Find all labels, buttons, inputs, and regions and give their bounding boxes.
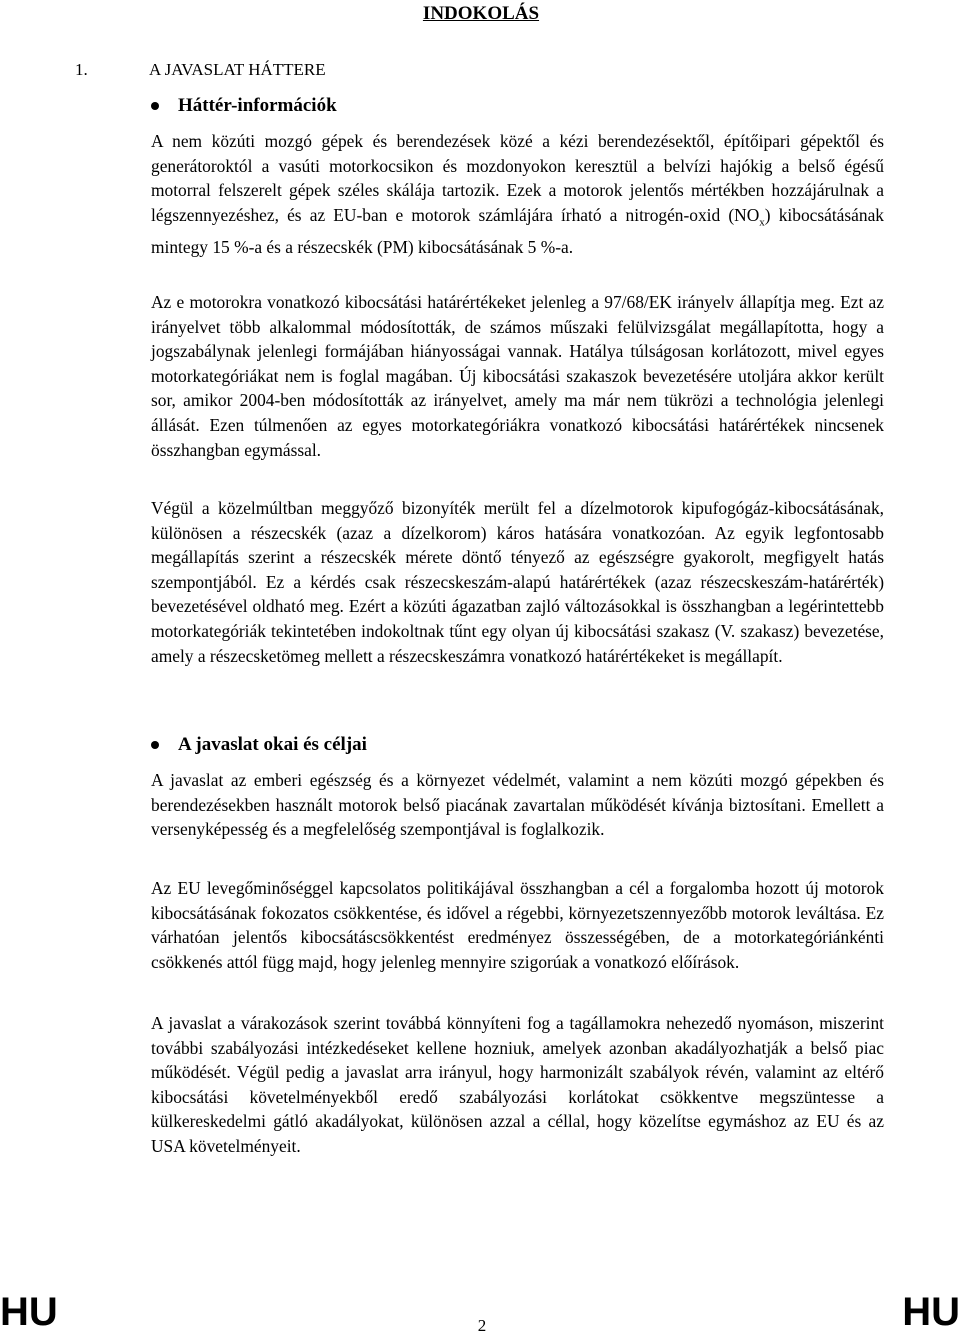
bullet-heading-goals — [154, 734, 367, 756]
page-title — [0, 3, 960, 25]
footer-language-left: HU — [0, 1290, 58, 1334]
paragraph-goals: A javaslat az emberi egészség és a környezet védelmét, valamint a nem közúti mozgó gépekben és berendezésekben használt motorok belső piacának zavartalan működését kívánja biztosítani. Emellett a versenyképesség és a megfelelőség szempontjával is foglalkozik. — [151, 770, 884, 840]
section-title-first: A — [149, 60, 161, 79]
section-title-rest: JAVASLAT HÁTTERE — [164, 60, 326, 79]
bullet-heading-label: A javaslat okai és céljai — [178, 734, 367, 755]
section-heading — [75, 60, 326, 80]
nox-subscript: x — [759, 216, 765, 229]
section-number: 1. — [75, 60, 88, 79]
paragraph-air-quality: Az EU levegőminőséggel kapcsolatos politikájával összhangban a cél a forgalomba hozott új motorok kibocsátásának fokozatos csökkentése, és idővel a régebbi, környezetszennyezőbb motorok leváltása. Ez várhatóan jelentős kibocsátáscsökkentést eredményez összességében, de a motorkategóriánkénti csökkenés attól függ majd, hogy jelenleg mennyire szigorúak a vonatkozó előírások. — [151, 878, 884, 972]
page-title-text: INDOKOLÁS — [422, 3, 540, 24]
paragraph-background-text-end: ) kibocsátásának mintegy 15 %-a és a részecskék (PM) kibocsátásának 5 %-a. — [151, 204, 884, 257]
paragraph-background — [151, 129, 884, 259]
paragraph-directive: Az e motorokra vonatkozó kibocsátási határértékeket jelenleg a 97/68/EK irányelv állapítja meg. Ezt az irányelvet több alkalommal módosították, de számos műszaki felülvizsgálat megállapította, hogy a jogszabálynak jelenlegi formájában hiányosságai vannak. Hatálya túlságosan korlátozott, mivel egyes motorkategóriákat nem is foglal magában. Új kibocsátási szakaszok bevezetésére utoljára akkor került sor, amikor 2004-ben módosították az irányelvet, amely ma már nem tükrözi a technológia jelenlegi állását. Ezen túlmenően az egyes motorkategóriákra vonatkozó kibocsátási határértékek nincsenek összhangban egymással. — [151, 292, 884, 460]
bullet-heading-background — [154, 95, 337, 117]
footer-page-number — [0, 1316, 960, 1336]
footer-page-number-text: 2 — [477, 1316, 487, 1335]
paragraph-diesel-evidence: Végül a közelmúltban meggyőző bizonyíték merült fel a dízelmotorok kipufogógáz-kibocsátásának, különösen a részecskék (azaz a dízelkorom) káros hatására vonatkozóan. Az egyik legfontosabb megállapítás szerint a részecskék mérete döntő tényező az egészségre gyakorolt, megfigyelt hatás szempontjából. Ez a kérdés csak részecskeszám-alapú határértékek (azaz részecskeszám-határérték) bevezetésével oldható meg. Ezért a közúti ágazatban zajló változásokkal is összhangban a legérintettebb motorkategóriák tekintetében indokoltnak tűnt egy olyan új kibocsátási szakasz (V. szakasz) bevezetése, amely a részecsketömeg mellett a részecskeszámra vonatkozó határértékeket is megállapít. — [151, 498, 884, 666]
paragraph-background-text: A nem közúti mozgó gépek és berendezések közé a kézi berendezésektől, építőipari gépektől és generátoroktól a vasúti motorkocsikon és mozdonyokon keresztül a belvízi hajókig a belső égésű motorral felszerelt gépek széles skálája tartozik. Ezek a motorok jelentős mértékben hozzájárulnak a légszennyezéshez, és az EU-ban e motorok számlájára írható a nitrogén-oxid (NO — [151, 131, 884, 225]
footer-language-right: HU — [902, 1290, 960, 1334]
bullet-heading-label: Háttér-információk — [178, 95, 337, 116]
paragraph-internal-market: A javaslat a várakozások szerint továbbá könnyíteni fog a tagállamokra nehezedő nyomáson, miszerint további szabályozási intézkedéseket kellene hozniuk, amelyek azonban akadályozhatják a belső piac működését. Végül pedig a javaslat arra irányul, hogy harmonizált szabályok révén, valamint az eltérő kibocsátási követelményekből eredő szabályozási korlátokat csökkentve megszüntesse a külkereskedelmi gátló akadályokat, különösen azzal a céllal, hogy közelítse egymáshoz az EU és az USA követelményeit. — [151, 1013, 884, 1156]
